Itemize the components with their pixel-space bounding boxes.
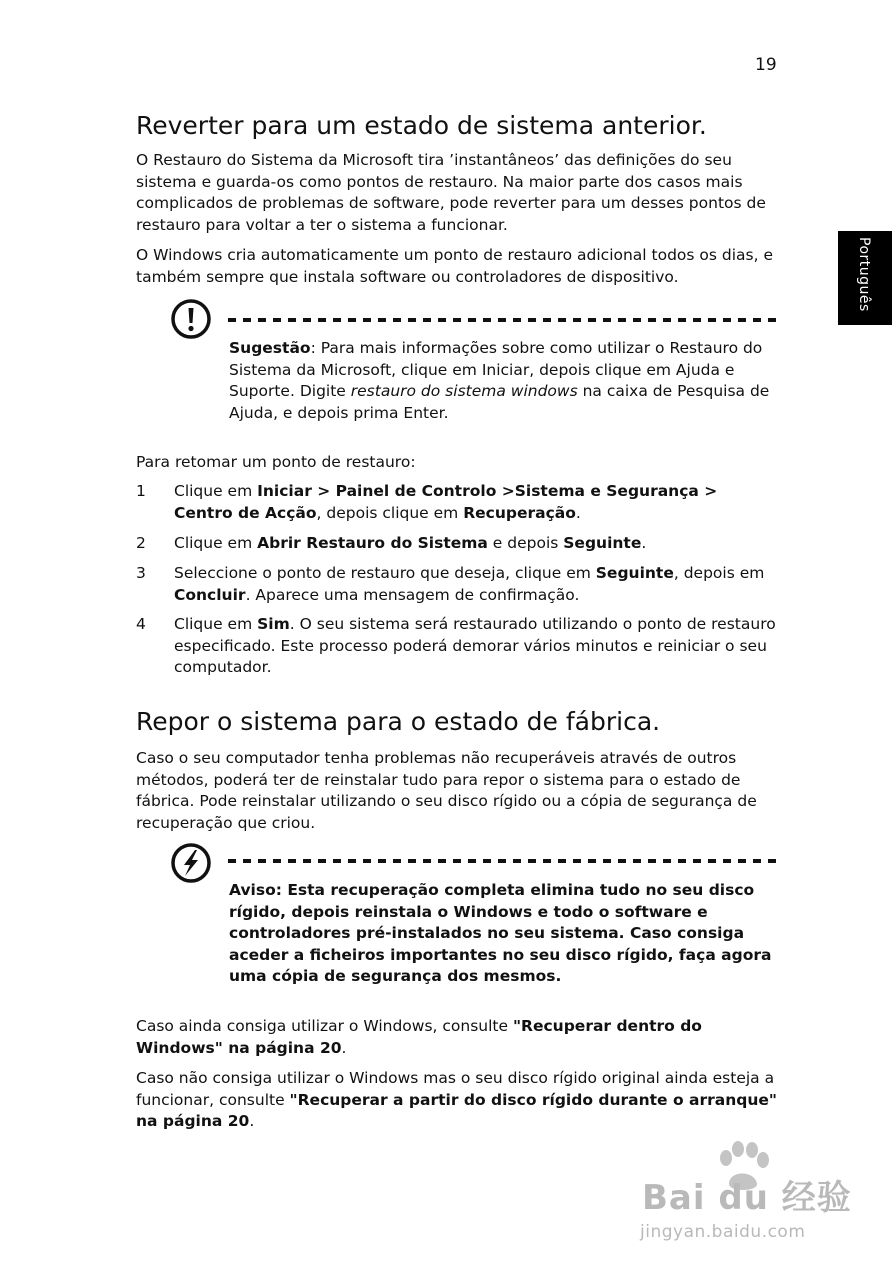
cross-reference-link[interactable]: "Recuperar dentro do Windows" na página 20 xyxy=(136,1017,702,1057)
watermark-url: jingyan.baidu.com xyxy=(640,1222,806,1242)
exclamation-circle-icon xyxy=(170,298,212,340)
list-item: 4 Clique em Sim. O seu sistema será restaurado utilizando o ponto de restauro especificado. Este processo poderá demorar vários minutos e reiniciar o seu computador. xyxy=(136,615,776,676)
cross-reference-link[interactable]: "Recuperar a partir do disco rígido durante o arranque" na página 20 xyxy=(136,1090,777,1130)
paragraph: Caso o seu computador tenha problemas não recuperáveis através de outros métodos, poderá ter de reinstalar tudo para repor o sistema para o estado de fábrica. Pode reinstalar utilizando o seu disco rígido ou a cópia de segurança de recuperação que criou. xyxy=(136,749,757,832)
paragraph: O Restauro do Sistema da Microsoft tira ’instantâneos’ das definições do seu sistema e guarda-os como pontos de restauro. Na maior parte dos casos mais complicados de problemas de software, pode reverter para um desses pontos de restauro para voltar a ter o sistema a funcionar. xyxy=(136,151,766,234)
language-side-tab xyxy=(838,231,892,325)
dashed-divider xyxy=(228,318,776,322)
section-title-factory-reset: Repor o sistema para o estado de fábrica. xyxy=(136,707,661,736)
lightning-circle-icon xyxy=(170,842,212,884)
list-item: 3 Seleccione o ponto de restauro que deseja, clique em Seguinte, depois em Concluir. Aparece uma mensagem de confirmação. xyxy=(136,564,765,604)
list-item: 1 Clique em Iniciar > Painel de Controlo >Sistema e Segurança > Centro de Acção, depois clique em Recuperação. xyxy=(136,482,718,522)
watermark-logo: Bai du 经验 xyxy=(642,1178,852,1218)
tip-note: Sugestão: Para mais informações sobre como utilizar o Restauro do Sistema da Microsoft, clique em Iniciar, depois clique em Ajuda e Suporte. Digite restauro do sistema windows na caixa de Pesquisa de Ajuda, e depois prima Enter. xyxy=(229,339,770,422)
section-title-restore: Reverter para um estado de sistema anterior. xyxy=(136,111,707,140)
side-tab-label: Português xyxy=(856,237,872,312)
page-number: 19 xyxy=(755,55,777,75)
paragraph: O Windows cria automaticamente um ponto de restauro adicional todos os dias, e também sempre que instala software ou controladores de dispositivo. xyxy=(136,246,774,286)
paragraph: Para retomar um ponto de restauro: xyxy=(136,453,416,471)
paragraph: Caso ainda consiga utilizar o Windows, consulte "Recuperar dentro do Windows" na página 20. xyxy=(136,1017,702,1057)
list-item: 2 Clique em Abrir Restauro do Sistema e depois Seguinte. xyxy=(136,534,647,552)
paragraph: Caso não consiga utilizar o Windows mas o seu disco rígido original ainda esteja a funcionar, consulte "Recuperar a partir do disco rígido durante o arranque" na página 20. xyxy=(136,1069,777,1130)
tip-label: Sugestão xyxy=(229,339,311,357)
warning-note: Aviso: Esta recuperação completa elimina tudo no seu disco rígido, depois reinstala o Windows e todo o software e controladores pré-instalados no seu sistema. Caso consiga aceder a ficheiros importantes no seu disco rígido, faça agora uma cópia de segurança dos mesmos. xyxy=(229,881,772,985)
dashed-divider xyxy=(228,859,776,863)
